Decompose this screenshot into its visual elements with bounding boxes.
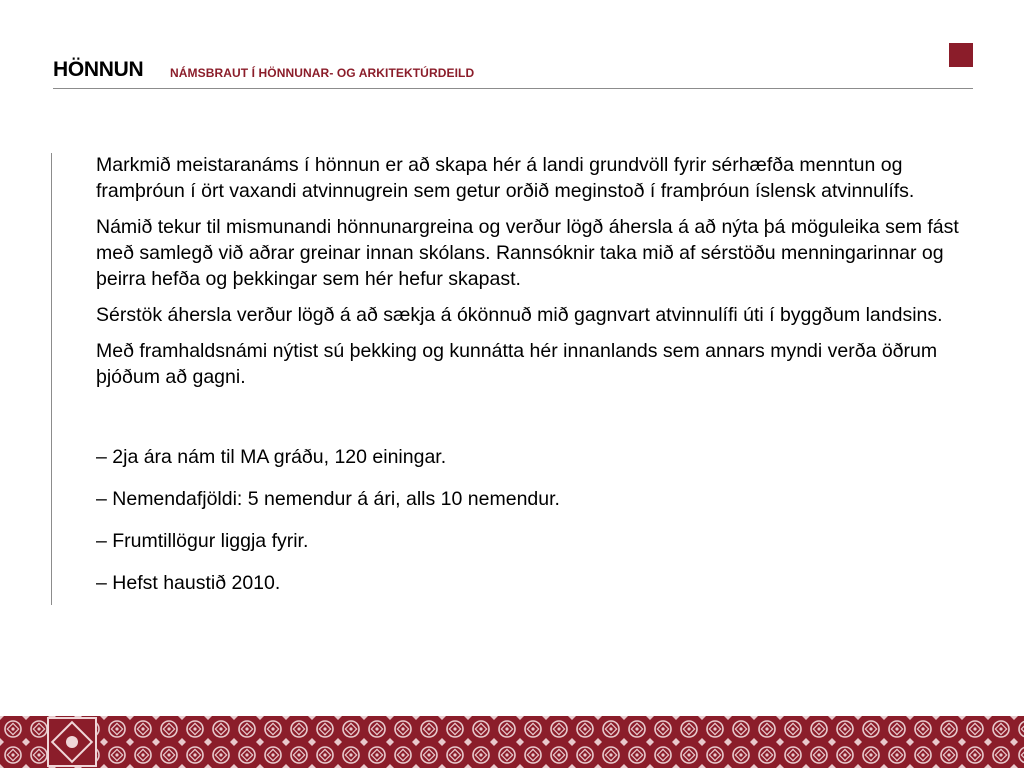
list-item: – Frumtillögur liggja fyrir. (96, 530, 309, 552)
list-item: – Nemendafjöldi: 5 nemendur á ári, alls 10 nemendur. (96, 488, 560, 510)
header-title: HÖNNUN (53, 58, 144, 81)
list-item: – 2ja ára nám til MA gráðu, 120 einingar. (96, 446, 447, 468)
paragraph-scope: Námið tekur til mismunandi hönnunargreina og verður lögð áhersla á að nýta þá möguleika sem fást með samlegð við aðrar greinar innan skólans. Rannsóknir taka mið af sérstöðu menningarinnar og þeirra hefða og þekkingar sem hér hefur skapast. (96, 216, 959, 290)
facts-list (96, 444, 966, 596)
slide-body (96, 152, 966, 612)
slide-header (53, 56, 973, 89)
vertical-divider (51, 153, 52, 605)
header-subtitle: NÁMSBRAUT Í HÖNNUNAR- OG ARKITEKTÚRDEILD (170, 66, 475, 80)
list-item: – Hefst haustið 2010. (96, 572, 281, 594)
paragraph-benefit: Með framhaldsnámi nýtist sú þekking og kunnátta hér innanlands sem annars myndi verða öðrum þjóðum að gagni. (96, 340, 938, 388)
paragraph-goal: Markmið meistaranáms í hönnun er að skapa hér á landi grundvöll fyrir sérhæfða menntun og framþróun í ört vaxandi atvinnugrein sem getur orðið meginstoð í framþróun íslensk atvinnulífs. (96, 154, 915, 202)
paragraph-focus: Sérstök áhersla verður lögð á að sækja á ókönnuð mið gagnvart atvinnulífi úti í byggðum landsins. (96, 304, 943, 326)
ornamental-pattern-band (0, 716, 1024, 768)
red-square-icon (949, 43, 973, 67)
